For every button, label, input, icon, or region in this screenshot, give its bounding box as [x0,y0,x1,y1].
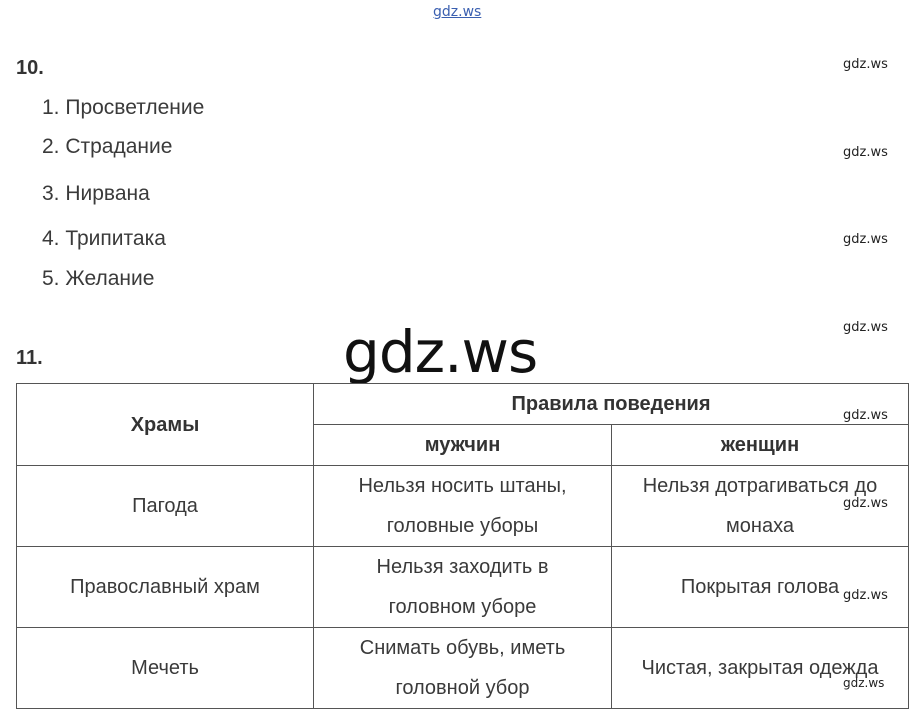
women-rule-cell [612,547,909,628]
list-item: 3. Нирвана [42,182,150,205]
watermark: gdz.ws [843,408,888,423]
cell-line: головные уборы [386,515,539,537]
watermark: gdz.ws [843,320,888,335]
header-women: женщин [612,425,909,466]
men-rule-cell [314,466,612,547]
header-rules: Правила поведения [314,384,909,425]
table-row [17,547,909,628]
cell-line: Нельзя носить штаны, [358,475,567,497]
table-row [17,628,909,709]
men-rule-cell [314,547,612,628]
watermark: gdz.ws [843,676,885,690]
watermark: gdz.ws [843,145,888,160]
header-temples: Храмы [17,384,314,466]
cell-line: Чистая, закрытая одежда [641,657,879,679]
cell-line: головной убор [395,677,530,699]
watermark: gdz.ws [843,496,888,511]
table-row [17,466,909,547]
watermark: gdz.ws [843,588,888,603]
cell-line: Нельзя дотрагиваться до [642,475,878,497]
list-item: 2. Страдание [42,135,173,158]
list-item: 4. Трипитака [42,227,166,250]
list-item: 1. Просветление [42,96,205,119]
men-rule-cell [314,628,612,709]
cell-line: Покрытая голова [680,576,840,598]
list-item: 5. Желание [42,267,155,290]
temple-cell: Мечеть [17,628,314,709]
cell-line: головном уборе [388,596,537,618]
cell-line: монаха [726,515,794,537]
watermark: gdz.ws [843,57,888,72]
women-rule-cell [612,628,909,709]
header-men: мужчин [314,425,612,466]
watermark: gdz.ws [843,232,888,247]
cell-line: Снимать обувь, иметь [359,637,566,659]
top-watermark[interactable]: gdz.ws [433,4,482,20]
task-10-number: 10. [16,57,44,79]
behavior-rules-table [16,383,909,709]
task-11-number: 11. [16,347,43,369]
temple-cell: Православный храм [17,547,314,628]
cell-line: Нельзя заходить в [376,556,549,578]
big-watermark: gdz.ws [343,318,538,386]
temple-cell: Пагода [17,466,314,547]
